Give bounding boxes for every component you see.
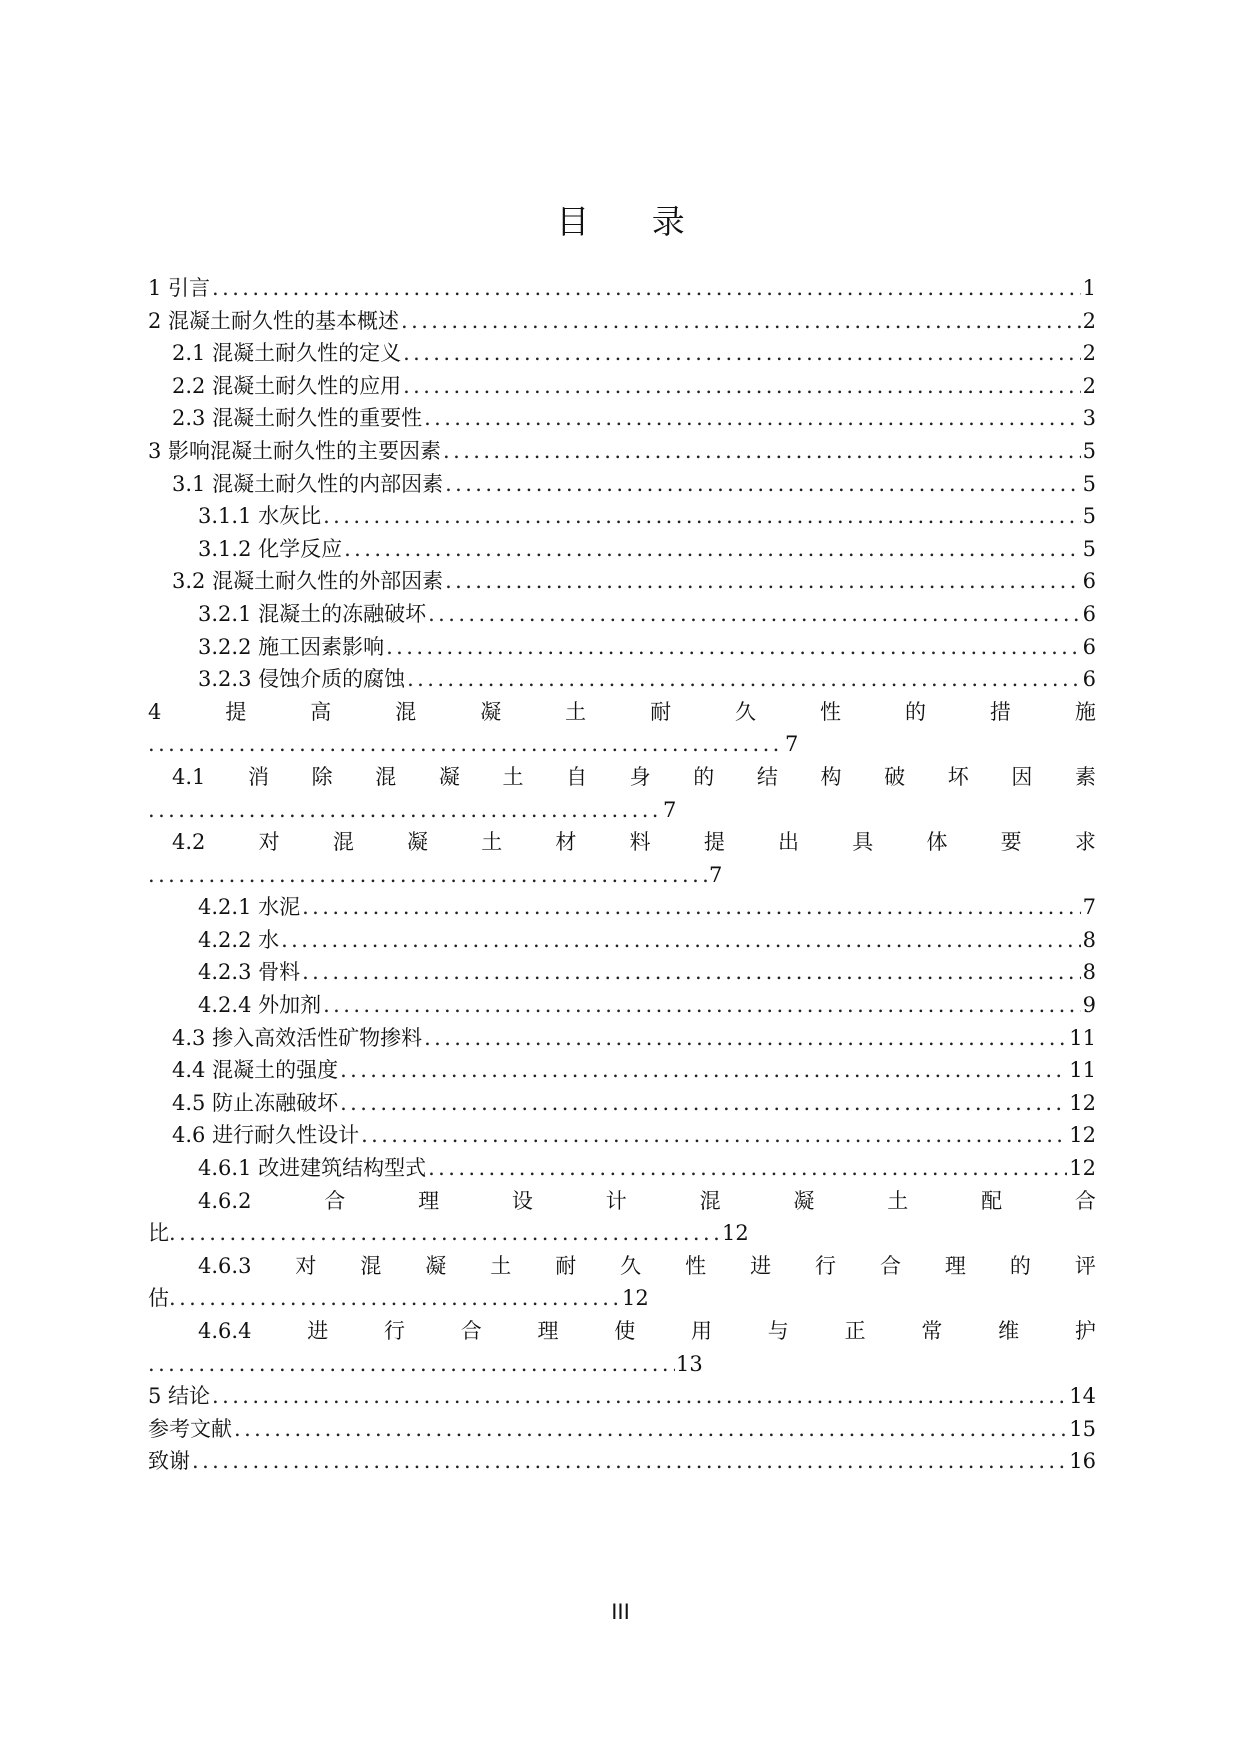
- toc-entry-page: 5: [1082, 536, 1096, 561]
- toc-dot-leader: [192, 1445, 1067, 1478]
- toc-entry-page: 11: [1069, 1025, 1096, 1050]
- toc-entry[interactable]: [148, 337, 1096, 370]
- toc-entry-label: 4.5 防止冻融破坏: [172, 1090, 339, 1115]
- toc-entry-page: 2: [1082, 373, 1096, 398]
- toc-dot-leader: [340, 1087, 1067, 1120]
- toc-entry-page: 5: [1082, 471, 1096, 496]
- toc-entry-page: 12: [1069, 1090, 1096, 1115]
- toc-dot-leader: [323, 989, 1081, 1022]
- toc-entry-label: 致谢: [148, 1449, 190, 1474]
- toc-entry[interactable]: [148, 891, 1096, 924]
- toc-entry-label: 4.6.4 进 行 合 理 使 用 与 正 常 维 护: [148, 1315, 1096, 1348]
- toc-entry-number: 4.1: [172, 764, 206, 789]
- toc-dot-leader: [169, 1282, 621, 1315]
- toc-dot-leader: [407, 663, 1081, 696]
- toc-entry-label: 2 混凝土耐久性的基本概述: [148, 308, 400, 333]
- toc-entry-label: 4.2.4 外加剂: [198, 993, 322, 1018]
- toc-dot-leader: [234, 1413, 1067, 1446]
- toc-entry-label: 4 提 高 混 凝 土 耐 久 性 的 措 施: [148, 696, 1096, 729]
- toc-entry-page: 7: [663, 797, 677, 822]
- toc-entry[interactable]: [148, 370, 1096, 403]
- toc-dot-leader: [281, 924, 1081, 957]
- toc-entry[interactable]: [148, 631, 1096, 664]
- toc-entry-label: 2.2 混凝土耐久性的应用: [172, 373, 402, 398]
- toc-entry-page: 15: [1069, 1416, 1096, 1441]
- toc-entry[interactable]: [148, 1445, 1096, 1478]
- toc-entry[interactable]: [148, 989, 1096, 1022]
- toc-entry[interactable]: [148, 305, 1096, 338]
- toc-entry[interactable]: [148, 1185, 1096, 1250]
- toc-entry-page: 7: [709, 862, 723, 887]
- toc-entry-page: 9: [1082, 993, 1096, 1018]
- toc-entry-page: 6: [1082, 667, 1096, 692]
- toc-entry-page: 5: [1082, 504, 1096, 529]
- toc-dot-leader: [403, 370, 1081, 403]
- toc-entry-number: 4: [148, 699, 162, 724]
- toc-dot-leader: [403, 337, 1081, 370]
- toc-entry[interactable]: [148, 1087, 1096, 1120]
- toc-entry-label: 2.1 混凝土耐久性的定义: [172, 341, 402, 366]
- toc-entry-page: 8: [1082, 927, 1096, 952]
- toc-dot-leader: [424, 1022, 1067, 1055]
- toc-entry-page: 11: [1069, 1058, 1096, 1083]
- toc-entry-label: 3.2.1 混凝土的冻融破坏: [198, 601, 427, 626]
- toc-entry-number: 4.6.3: [198, 1253, 252, 1278]
- toc-entry-label-tail: 比: [148, 1221, 169, 1246]
- toc-entry-label: 3.1 混凝土耐久性的内部因素: [172, 471, 444, 496]
- toc-entry-label: 4.1 消 除 混 凝 土 自 身 的 结 构 破 坏 因 素: [148, 761, 1096, 794]
- toc-entry-label: 4.6.3 对 混 凝 土 耐 久 性 进 行 合 理 的 评: [148, 1250, 1096, 1283]
- toc-entry-label: 2.3 混凝土耐久性的重要性: [172, 406, 423, 431]
- toc-dot-leader: [148, 859, 708, 892]
- page-number: III: [611, 1600, 630, 1624]
- toc-entry[interactable]: [148, 272, 1096, 305]
- toc-entry-label: 1 引言: [148, 276, 211, 300]
- toc-entry-label: 4.4 混凝土的强度: [172, 1058, 339, 1083]
- toc-entry[interactable]: [148, 1152, 1096, 1185]
- toc-entry[interactable]: [148, 1250, 1096, 1315]
- toc-dot-leader: [148, 1348, 675, 1381]
- toc-entry-label: 4.2 对 混 凝 土 材 料 提 出 具 体 要 求: [148, 826, 1096, 859]
- toc-entry-page: 12: [722, 1221, 749, 1246]
- toc-entry[interactable]: [148, 1413, 1096, 1446]
- toc-entry[interactable]: [148, 1054, 1096, 1087]
- toc-dot-leader: [401, 305, 1081, 338]
- toc-entry[interactable]: [148, 1022, 1096, 1055]
- toc-entry[interactable]: [148, 924, 1096, 957]
- page-title: 目 录: [556, 202, 711, 241]
- toc-entry[interactable]: [148, 1119, 1096, 1152]
- toc-dot-leader: [302, 891, 1081, 924]
- toc-entry-page: 6: [1082, 569, 1096, 594]
- toc-entry-number: 4.2: [172, 830, 206, 855]
- toc-entry-label: 3 影响混凝土耐久性的主要因素: [148, 438, 442, 463]
- toc-entry-label: 4.6 进行耐久性设计: [172, 1123, 360, 1148]
- toc-entry[interactable]: [148, 435, 1096, 468]
- toc-dot-leader: [212, 1380, 1067, 1413]
- toc-entry-page: 16: [1069, 1449, 1096, 1474]
- toc-dot-leader: [323, 500, 1081, 533]
- toc-entry[interactable]: [148, 956, 1096, 989]
- toc-dot-leader: [361, 1119, 1067, 1152]
- toc-dot-leader: [428, 598, 1081, 631]
- table-of-contents: [148, 272, 1096, 1478]
- toc-entry-page: 14: [1069, 1384, 1096, 1409]
- toc-entry-label: 3.2.3 侵蚀介质的腐蚀: [198, 667, 406, 692]
- toc-entry[interactable]: [148, 663, 1096, 696]
- toc-entry[interactable]: [148, 500, 1096, 533]
- toc-entry-page: 13: [676, 1351, 703, 1376]
- toc-entry-page: 2: [1082, 341, 1096, 366]
- toc-entry[interactable]: [148, 1315, 1096, 1380]
- toc-entry-page: 7: [1082, 895, 1096, 920]
- toc-dot-leader: [445, 565, 1081, 598]
- toc-dot-leader: [302, 956, 1081, 989]
- toc-dot-leader: [443, 435, 1081, 468]
- toc-entry[interactable]: [148, 598, 1096, 631]
- toc-entry-page: 3: [1082, 406, 1096, 431]
- toc-entry-page: 8: [1082, 960, 1096, 985]
- toc-entry-number: 4.6.2: [198, 1188, 252, 1213]
- toc-entry-page: 12: [1069, 1123, 1096, 1148]
- toc-entry-label-tail: 估: [148, 1286, 169, 1311]
- toc-entry-label: 4.6.2 合 理 设 计 混 凝 土 配 合: [148, 1185, 1096, 1218]
- toc-entry-label: 3.2.2 施工因素影响: [198, 634, 385, 659]
- toc-dot-leader: [386, 631, 1081, 664]
- toc-entry[interactable]: [148, 565, 1096, 598]
- toc-entry-label: 3.1.1 水灰比: [198, 504, 322, 529]
- toc-entry[interactable]: [148, 533, 1096, 566]
- toc-entry-label: 3.1.2 化学反应: [198, 536, 343, 561]
- toc-entry-page: 5: [1082, 438, 1096, 463]
- toc-entry-label: 4.6.1 改进建筑结构型式: [198, 1156, 427, 1181]
- toc-entry-label: 3.2 混凝土耐久性的外部因素: [172, 569, 444, 594]
- toc-entry-page: 2: [1082, 308, 1096, 333]
- toc-dot-leader: [445, 468, 1081, 501]
- toc-dot-leader: [344, 533, 1081, 566]
- toc-dot-leader: [340, 1054, 1067, 1087]
- toc-entry-label: 参考文献: [148, 1416, 232, 1441]
- toc-entry[interactable]: [148, 761, 1096, 826]
- toc-entry-label: 4.2.3 骨料: [198, 960, 301, 985]
- toc-entry-label: 5 结论: [148, 1384, 211, 1409]
- toc-entry[interactable]: [148, 402, 1096, 435]
- toc-entry-page: 6: [1082, 601, 1096, 626]
- toc-dot-leader: [148, 728, 784, 761]
- toc-entry-page: 7: [785, 732, 799, 757]
- toc-entry-label: 4.2.1 水泥: [198, 895, 301, 920]
- toc-entry-page: 12: [1069, 1156, 1096, 1181]
- toc-entry-label: 4.3 掺入高效活性矿物掺料: [172, 1025, 423, 1050]
- toc-dot-leader: [424, 402, 1081, 435]
- toc-entry-label: 4.2.2 水: [198, 927, 280, 952]
- toc-entry[interactable]: [148, 1380, 1096, 1413]
- toc-dot-leader: [169, 1217, 721, 1250]
- toc-entry[interactable]: [148, 468, 1096, 501]
- toc-dot-leader: [148, 794, 662, 827]
- toc-dot-leader: [212, 272, 1081, 305]
- toc-dot-leader: [428, 1152, 1067, 1185]
- toc-entry-number: 4.6.4: [198, 1319, 252, 1343]
- toc-entry[interactable]: [148, 696, 1096, 761]
- toc-entry-page: 12: [622, 1286, 649, 1311]
- toc-entry-page: 1: [1082, 276, 1096, 300]
- toc-entry[interactable]: [148, 826, 1096, 891]
- toc-entry-page: 6: [1082, 634, 1096, 659]
